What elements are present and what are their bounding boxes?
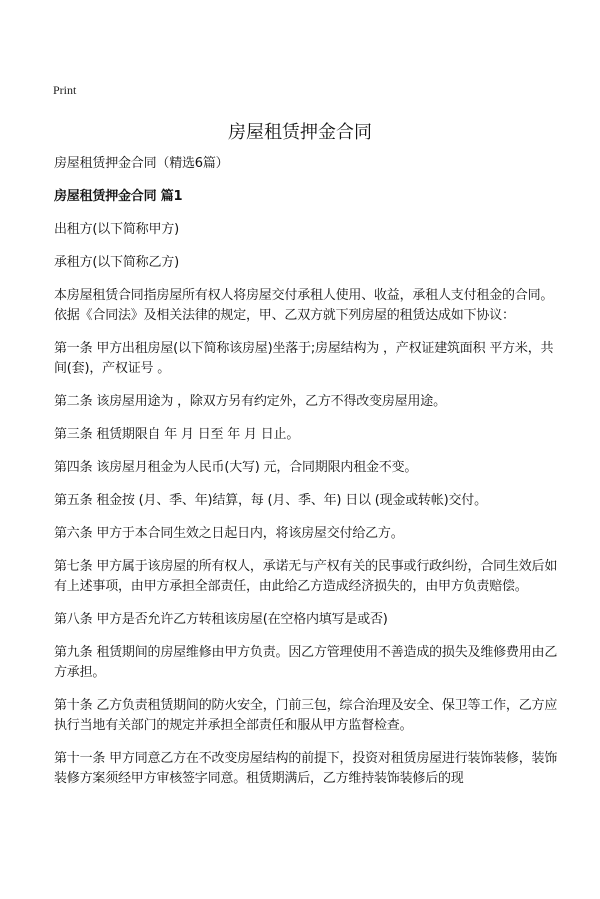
clause-4: 第四条 该房屋月租金为人民币(大写) 元，合同期限内租金不变。 (54, 460, 418, 475)
document-body (54, 154, 559, 802)
clause-6: 第六条 甲方于本合同生效之日起日内，将该房屋交付给乙方。 (54, 526, 404, 541)
clause-10: 第十条 乙方负责租赁期间的防火安全，门前三包，综合治理及安全、保卫等工作，乙方应执行当地有关部门的规定并承担全部责任和服从甲方监督检查。 (54, 698, 558, 733)
clause-7: 第七条 甲方属于该房屋的所有权人，承诺无与产权有关的民事或行政纠纷，合同生效后如有上述事项，由甲方承担全部责任，由此给乙方造成经济损失的，由甲方负责赔偿。 (54, 559, 558, 594)
clause-9: 第九条 租赁期间的房屋维修由甲方负责。因乙方管理使用不善造成的损失及维修费用由乙方承担。 (54, 645, 558, 680)
section-heading: 房屋租赁押金合同 篇1 (54, 189, 183, 204)
clause-11: 第十一条 甲方同意乙方在不改变房屋结构的前提下，投资对租赁房屋进行装饰装修，装饰装修方案须经甲方审核签字同意。租赁期满后，乙方维持装饰装修后的现 (54, 751, 558, 786)
document-title: 房屋租赁押金合同 (228, 122, 372, 143)
clause-1: 第一条 甲方出租房屋(以下简称该房屋)坐落于;房屋结构为 ，产权证建筑面积 平方米，共 间(套)，产权证号 。 (54, 341, 554, 376)
print-label[interactable]: Print (53, 83, 77, 97)
clause-2: 第二条 该房屋用途为 ，除双方另有约定外，乙方不得改变房屋用途。 (54, 394, 446, 409)
clause-5: 第五条 租金按 (月、季、年)结算，每 (月、季、年) 日以 (现金或转帐)交付。 (54, 493, 487, 508)
paragraph-lessor: 出租方(以下简称甲方) (54, 222, 179, 237)
document-subtitle: 房屋租赁押金合同（精选6篇） (54, 156, 229, 171)
paragraph-intro: 本房屋租赁合同指房屋所有权人将房屋交付承租人使用、收益，承租人支付租金的合同。依据《合同法》及相关法律的规定，甲、乙双方就下列房屋的租赁达成如下协议： (54, 288, 554, 323)
clause-8: 第八条 甲方是否允许乙方转租该房屋(在空格内填写是或否) (54, 612, 388, 627)
paragraph-lessee: 承租方(以下简称乙方) (54, 255, 179, 270)
clause-3: 第三条 租赁期限自 年 月 日至 年 月 日止。 (54, 427, 300, 442)
